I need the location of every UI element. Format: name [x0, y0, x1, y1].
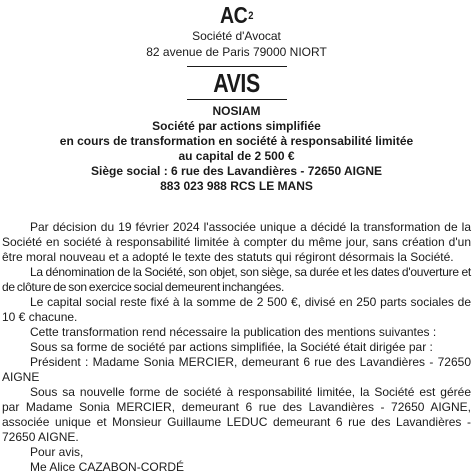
- firm-logo: [35, 2, 437, 28]
- paragraph-unchanged: La dénomination de la Société, son objet, son siège, sa durée et les dates d'ouverture et de clôture de son exercice social demeurent inchangées.: [2, 265, 471, 294]
- paragraph-capital: Le capital social reste fixé à la somme de 2 500 €, divisé en 250 parts sociales de 10 € chacune.: [2, 295, 471, 324]
- notice-title: AVIS: [213, 68, 260, 98]
- company-capital: au capital de 2 500 €: [178, 149, 295, 163]
- firm-logo-text: AC: [219, 2, 248, 28]
- notice-body: [2, 220, 471, 475]
- header-divider: [187, 66, 287, 67]
- paragraph-new-management: Sous sa nouvelle forme de société à responsabilité limitée, la Société est gérée par Madame Sonia MERCIER, demeurant 6 rue des Lavandières - 72650 AIGNE, associée unique et Monsieur Guillaume LEDUC demeurant 6 rue des Lavandières - 72650 AIGNE.: [2, 385, 471, 444]
- company-registered-office: Siège social : 6 rue des Lavandières - 72650 AIGNE: [90, 164, 383, 178]
- law-firm-header: [0, 2, 473, 100]
- company-registration: 883 023 988 RCS LE MANS: [160, 179, 313, 193]
- company-legal-form: Société par actions simplifiée: [152, 119, 321, 133]
- title-divider: [187, 99, 287, 100]
- paragraph-former-president: Président : Madame Sonia MERCIER, demeurant 6 rue des Lavandières - 72650 AIGNE: [2, 355, 471, 384]
- firm-type: Société d'Avocat: [192, 29, 281, 43]
- firm-address: 82 avenue de Paris 79000 NIORT: [146, 45, 327, 59]
- signature: Me Alice CAZABON-CORDÉ: [30, 460, 185, 474]
- company-transformation: en cours de transformation en société à responsabilité limitée: [59, 134, 414, 148]
- closing-formula: Pour avis,: [30, 445, 84, 459]
- paragraph-decision: Par décision du 19 février 2024 l'associée unique a décidé la transformation de la Société en société à responsabilité limitée à compter du même jour, sans création d'un être moral nouveau et a adopté le texte des statuts qui régiront désormais la Société.: [2, 220, 471, 264]
- company-block: [0, 104, 473, 194]
- company-name: NOSIAM: [212, 104, 261, 118]
- firm-logo-superscript: 2: [248, 10, 254, 22]
- paragraph-former-form: Sous sa forme de société par actions simplifiée, la Société était dirigée par :: [30, 340, 433, 354]
- paragraph-publication: Cette transformation rend nécessaire la publication des mentions suivantes :: [30, 325, 437, 339]
